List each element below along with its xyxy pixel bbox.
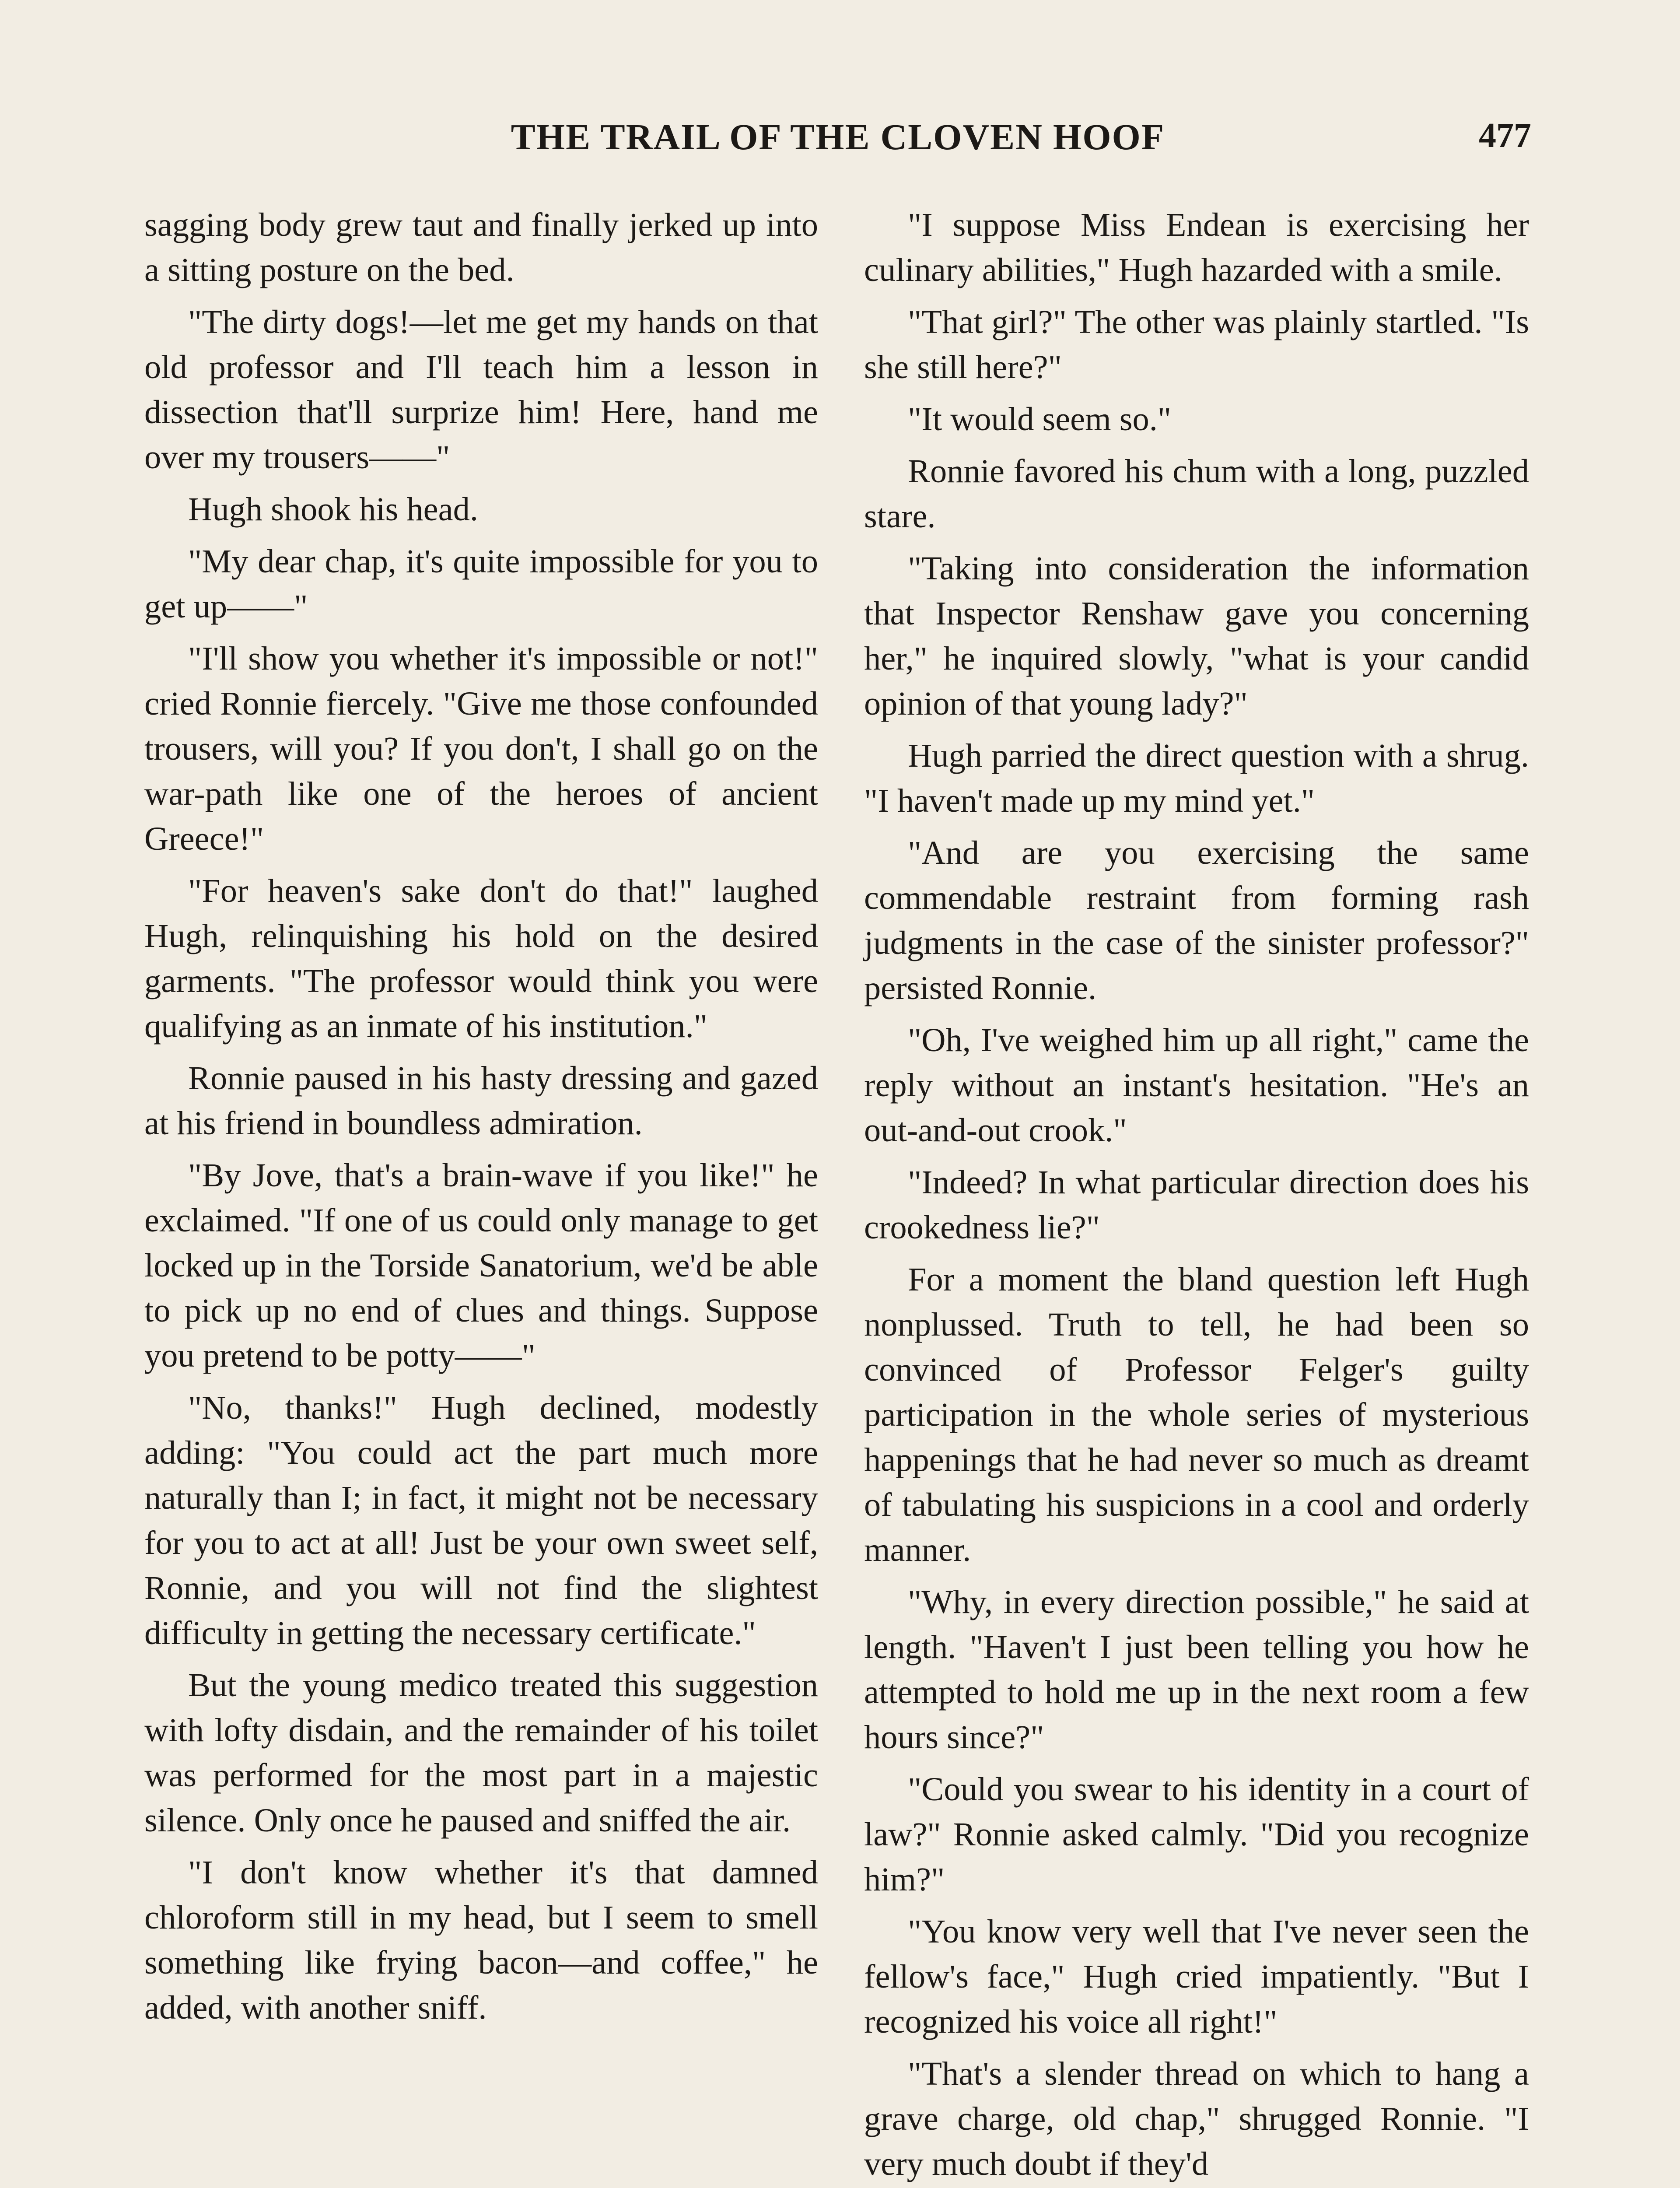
paragraph: Ronnie paused in his hasty dressing and gazed at his friend in boundless admiration. bbox=[144, 1059, 818, 1142]
paragraph: "I suppose Miss Endean is exercising her culinary abilities," Hugh hazarded with a smile. bbox=[864, 206, 1529, 288]
paragraph: "It would seem so." bbox=[908, 400, 1172, 438]
paragraph: "I don't know whether it's that damned chloroform still in my head, but I seem to smell something like frying bacon—and coffee," he added, with another sniff. bbox=[144, 1854, 818, 2026]
left-column bbox=[144, 202, 818, 2037]
right-column bbox=[864, 202, 1529, 2188]
paragraph: But the young medico treated this suggestion with lofty disdain, and the remainder of his toilet was performed for the most part in a majestic silence. Only once he paused and sniffed the air. bbox=[144, 1666, 818, 1839]
paragraph: "No, thanks!" Hugh declined, modestly adding: "You could act the part much more naturally than I; in fact, it might not be necessary for you to act at all! Just be your own sweet self, Ronnie, and you will not find the slightest difficulty in getting the necessary certificate." bbox=[144, 1389, 818, 1652]
paragraph: "Oh, I've weighed him up all right," came the reply without an instant's hesitation. "He's an out-and-out crook." bbox=[864, 1021, 1529, 1149]
paragraph: Hugh shook his head. bbox=[188, 491, 478, 528]
paragraph: "The dirty dogs!—let me get my hands on that old professor and I'll teach him a lesson in dissection that'll surprize him! Here, hand me over my trousers——" bbox=[144, 303, 818, 476]
paragraph: "You know very well that I've never seen the fellow's face," Hugh cried impatiently. "But I recognized his voice all right!" bbox=[864, 1913, 1529, 2040]
paragraph: "Why, in every direction possible," he said at length. "Haven't I just been telling you how he attempted to hold me up in the next room a few hours since?" bbox=[864, 1583, 1529, 1756]
paragraph: "That's a slender thread on which to hang a grave charge, old chap," shrugged Ronnie. "I very much doubt if they'd bbox=[864, 2055, 1529, 2182]
paragraph: "By Jove, that's a brain-wave if you like!" he exclaimed. "If one of us could only manage to get locked up in the Torside Sanatorium, we'd be able to pick up no end of clues and things. Suppose you pretend to be potty——" bbox=[144, 1157, 818, 1374]
paragraph: For a moment the bland question left Hugh nonplussed. Truth to tell, he had been so convinced of Professor Felger's guilty participation in the whole series of mysterious happenings that he had never so much as dreamt of tabulating his suspicions in a cool and orderly manner. bbox=[864, 1261, 1529, 1568]
paragraph: sagging body grew taut and finally jerked up into a sitting posture on the bed. bbox=[144, 206, 818, 288]
running-title: THE TRAIL OF THE CLOVEN HOOF bbox=[511, 117, 1165, 158]
paragraph: Ronnie favored his chum with a long, puzzled stare. bbox=[864, 452, 1529, 535]
paragraph: "For heaven's sake don't do that!" laughed Hugh, relinquishing his hold on the desired garments. "The professor would think you were qualifying as an inmate of his institution." bbox=[144, 872, 818, 1045]
paragraph: Hugh parried the direct question with a shrug. "I haven't made up my mind yet." bbox=[864, 737, 1529, 819]
paragraph: "Indeed? In what particular direction does his crookedness lie?" bbox=[864, 1164, 1529, 1246]
paragraph: "I'll show you whether it's impossible or not!" cried Ronnie fiercely. "Give me those confounded trousers, will you? If you don't, I shall go on the war-path like one of the heroes of ancient Greece!" bbox=[144, 640, 818, 857]
paragraph: "Could you swear to his identity in a court of law?" Ronnie asked calmly. "Did you recognize him?" bbox=[864, 1771, 1529, 1898]
running-header bbox=[144, 112, 1531, 164]
paragraph: "Taking into consideration the information that Inspector Renshaw gave you concerning her," he inquired slowly, "what is your candid opinion of that young lady?" bbox=[864, 550, 1529, 722]
paragraph: "That girl?" The other was plainly startled. "Is she still here?" bbox=[864, 303, 1529, 386]
page-number: 477 bbox=[1479, 116, 1531, 155]
paragraph: "And are you exercising the same commendable restraint from forming rash judgments in the case of the sinister professor?" persisted Ronnie. bbox=[864, 834, 1529, 1006]
paragraph: "My dear chap, it's quite impossible for you to get up——" bbox=[144, 543, 818, 625]
